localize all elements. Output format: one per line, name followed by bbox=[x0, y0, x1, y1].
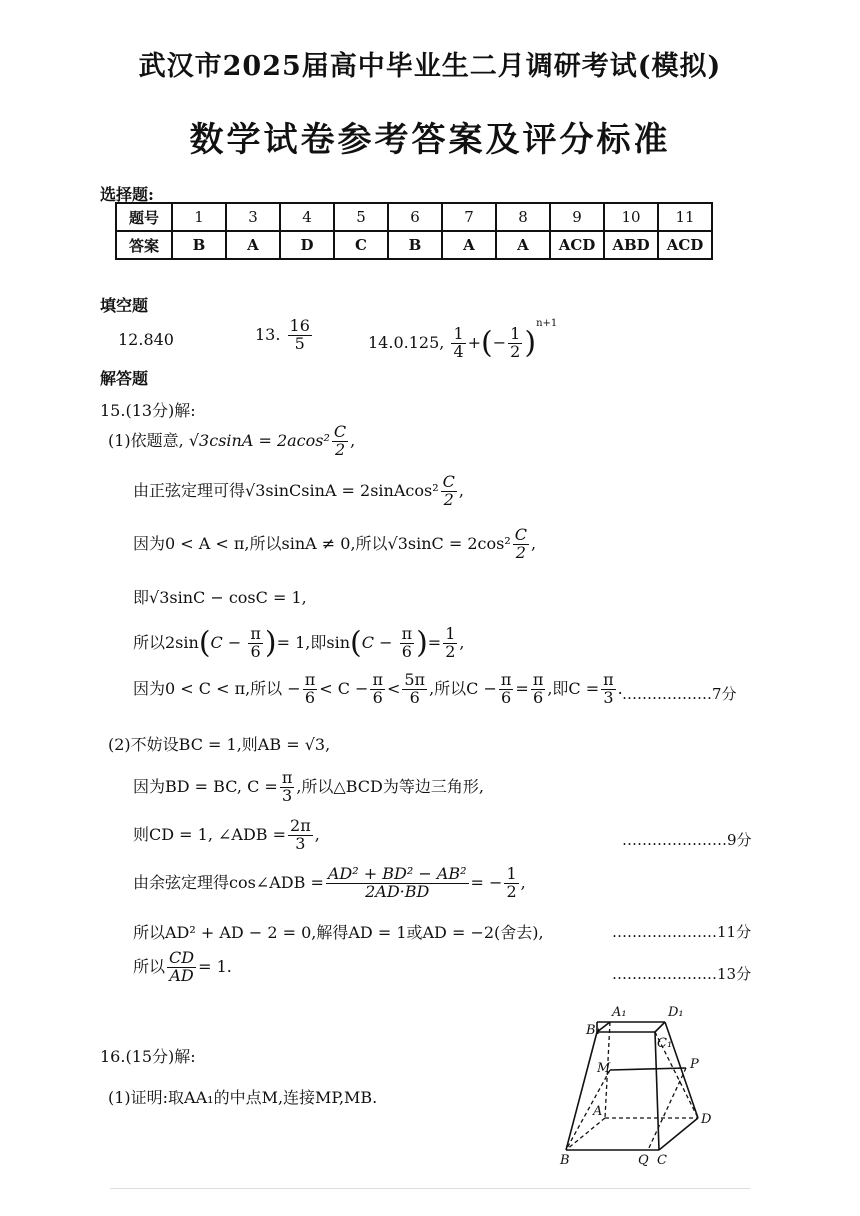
answer-cell: B bbox=[172, 231, 226, 259]
answer-row-label: 答案 bbox=[116, 231, 172, 259]
edge-cd bbox=[659, 1118, 698, 1150]
hidden-segment-mb bbox=[566, 1070, 610, 1150]
fraction: $\frac{C}{2}$ bbox=[514, 525, 528, 562]
fraction bbox=[451, 326, 465, 361]
score-13: …………………13分 bbox=[612, 965, 752, 983]
text: = bbox=[515, 678, 529, 698]
fraction: $\frac{1}{2}$ bbox=[445, 624, 456, 661]
hidden-edge-ab bbox=[566, 1118, 605, 1150]
q15-part2-line1: (2)不妨设BC = 1,则AB = √3, bbox=[108, 735, 331, 754]
answer-cell: A bbox=[226, 231, 280, 259]
fraction: $\frac{\text{AD² + BD² − AB²}}{2AD\cdot BD}$ bbox=[327, 864, 467, 901]
plus-sign: + bbox=[467, 333, 482, 352]
text: < C − bbox=[319, 678, 369, 698]
answer-cell: C bbox=[334, 231, 388, 259]
question-number: 5 bbox=[334, 203, 388, 231]
choice-heading: 选择题: bbox=[100, 185, 154, 204]
question-number: 7 bbox=[442, 203, 496, 231]
hidden-segment-pq bbox=[648, 1068, 686, 1150]
q15-line10: 由余弦定理得cos∠ADB = $\frac{\text{AD² + BD² − AB²}}{2AD\cdot BD}$ = − $\frac{1}{2}$ , bbox=[133, 864, 526, 901]
fill-14-label: 14.0.125, bbox=[368, 333, 445, 352]
page-bottom-divider bbox=[110, 1188, 750, 1189]
text: 由余弦定理得cos∠ADB = bbox=[133, 872, 324, 892]
fill-answer-14: 14.0.125, $\frac{1}{4}$ +(− $\frac{1}{2}$ )$^{n+1}$ bbox=[368, 318, 558, 361]
answer-cell: ACD bbox=[550, 231, 604, 259]
fraction: $\frac{\pi}{6}$ bbox=[500, 670, 512, 707]
segment-mp bbox=[610, 1068, 686, 1070]
q15-line3: 因为0 < A < π,所以sinA ≠ 0,所以√3sinC = 2cos² $\frac{C}{2}$ , bbox=[133, 525, 537, 562]
fill-13-label: 13. bbox=[255, 324, 281, 344]
question-number: 9 bbox=[550, 203, 604, 231]
denominator: 5 bbox=[294, 333, 305, 353]
numerator: 1 bbox=[510, 324, 521, 344]
q15-line2: 由正弦定理可得√3sinCsinA = 2sinAcos² $\frac{C}{2}$ , bbox=[133, 472, 464, 509]
fraction: $\frac{\pi}{6}$ bbox=[532, 670, 544, 707]
vertex-label-a1: A₁ bbox=[612, 1005, 627, 1020]
answer-cell: D bbox=[280, 231, 334, 259]
q15-line8 bbox=[133, 770, 484, 805]
fraction: $\frac{2\pi}{3}$ bbox=[290, 816, 311, 853]
frustum-figure bbox=[548, 1000, 728, 1172]
answer-cell: B bbox=[388, 231, 442, 259]
text: 由正弦定理可得√3sinCsinA = 2sinAcos² bbox=[133, 480, 439, 500]
fill-answer-12: 12.840 bbox=[118, 330, 174, 349]
question-number: 3 bbox=[226, 203, 280, 231]
answer-cell: ACD bbox=[658, 231, 712, 259]
page-subtitle: 数学试卷参考答案及评分标准 bbox=[189, 120, 671, 160]
exponent: n+1 bbox=[536, 318, 558, 329]
question-number: 11 bbox=[658, 203, 712, 231]
fraction: $\frac{\pi}{3}$ bbox=[281, 768, 293, 805]
page-title: 武汉市2025届高中毕业生二月调研考试(模拟) bbox=[138, 51, 722, 82]
solve-heading: 解答题 bbox=[100, 369, 149, 388]
q15-part1-line1: (1)依题意, √3csinA = 2acos² $\frac{C}{2}$ , bbox=[108, 422, 356, 459]
fraction: $\frac{CD}{AD}$ bbox=[169, 948, 195, 985]
fraction: $\frac{\pi}{3}$ bbox=[603, 670, 614, 707]
q15-line12 bbox=[133, 950, 232, 985]
formula: √3csinA = 2acos² bbox=[188, 430, 330, 450]
paren-open: ( bbox=[481, 325, 493, 361]
fraction bbox=[508, 326, 522, 361]
text: 所以2sin bbox=[133, 632, 199, 652]
fraction: $\frac{C}{2}$ bbox=[442, 472, 455, 509]
vertex-label-b: B bbox=[560, 1153, 570, 1168]
answer-table-answer-row bbox=[116, 231, 712, 259]
numerator: 16 bbox=[289, 316, 310, 335]
number-row-label: 题号 bbox=[116, 203, 172, 231]
denominator: 4 bbox=[453, 342, 464, 361]
fill-heading: 填空题 bbox=[100, 296, 149, 315]
vertex-label-b1: B₁ bbox=[586, 1023, 601, 1038]
q15-line9: 则CD = 1, ∠ADB = $\frac{2\pi}{3}$ , bbox=[133, 816, 320, 853]
score-7: ………………7分 bbox=[622, 685, 737, 703]
answer-cell: ABD bbox=[604, 231, 658, 259]
score-9: …………………9分 bbox=[622, 831, 752, 849]
q15-line11: 所以AD² + AD − 2 = 0,解得AD = 1或AD = −2(舍去), bbox=[133, 923, 544, 942]
answer-cell: A bbox=[496, 231, 550, 259]
fraction: $\frac{5\pi}{6}$ bbox=[404, 670, 426, 707]
answer-cell: A bbox=[442, 231, 496, 259]
text: = bbox=[427, 632, 442, 652]
numerator: 1 bbox=[453, 324, 464, 344]
question-number: 1 bbox=[172, 203, 226, 231]
vertex-label-a: A bbox=[593, 1104, 603, 1119]
denominator: 2 bbox=[510, 342, 521, 361]
fraction: $\frac{C}{2}$ bbox=[333, 422, 347, 459]
fraction: $\frac{1}{2}$ bbox=[506, 864, 517, 901]
vertex-label-c1: C₁ bbox=[657, 1036, 673, 1051]
fraction: $\frac{\pi}{6}$ bbox=[304, 670, 316, 707]
text: 因为0 < C < π,所以 − bbox=[133, 678, 301, 698]
answer-table bbox=[115, 202, 713, 260]
vertex-label-q: Q bbox=[638, 1153, 649, 1168]
text: 则CD = 1, ∠ADB = bbox=[133, 824, 287, 844]
q16-part1-line1: (1)证明:取AA₁的中点M,连接MP,MB. bbox=[108, 1088, 378, 1107]
q15-heading: 15.(13分)解: bbox=[100, 401, 196, 420]
score-11: …………………11分 bbox=[612, 923, 752, 941]
q15-line5: 所以2sin(C − $\frac{\pi}{6}$ )= 1,即sin(C − $\frac{\pi}{6}$ )= $\frac{1}{2}$ , bbox=[133, 624, 465, 661]
text: = 1,即sin bbox=[276, 632, 351, 652]
vertex-label-m: M bbox=[597, 1061, 611, 1076]
text: = − bbox=[470, 872, 503, 892]
fill-answer-13 bbox=[255, 318, 314, 353]
answer-table-number-row bbox=[116, 203, 712, 231]
question-number: 6 bbox=[388, 203, 442, 231]
fraction: $\frac{\pi}{6}$ bbox=[250, 624, 261, 661]
question-number: 8 bbox=[496, 203, 550, 231]
q15-line4: 即√3sinC − cosC = 1, bbox=[133, 588, 307, 607]
q16-heading: 16.(15分)解: bbox=[100, 1047, 196, 1066]
fraction: $\frac{\pi}{6}$ bbox=[372, 670, 383, 707]
paren-close: ) bbox=[524, 325, 537, 361]
vertex-label-d: D bbox=[701, 1112, 712, 1127]
text: < bbox=[386, 678, 401, 698]
text: ,所以C − bbox=[429, 678, 497, 698]
fraction: $\frac{\pi}{6}$ bbox=[401, 624, 413, 661]
edge-d1c1 bbox=[655, 1022, 665, 1032]
fraction bbox=[288, 318, 312, 353]
vertex-label-p: P bbox=[690, 1057, 699, 1072]
text: 所以 bbox=[133, 956, 166, 976]
text: 因为BD = BC, C = bbox=[133, 776, 278, 796]
part-label: (1)依题意, bbox=[108, 430, 184, 450]
question-number: 4 bbox=[280, 203, 334, 231]
text: ,所以△BCD为等边三角形, bbox=[296, 776, 484, 796]
edge-b1b bbox=[566, 1032, 597, 1150]
text: = 1. bbox=[198, 956, 232, 976]
vertex-label-c: C bbox=[657, 1153, 667, 1168]
text: 因为0 < A < π,所以sinA ≠ 0,所以√3sinC = 2cos² bbox=[133, 533, 511, 553]
question-number: 10 bbox=[604, 203, 658, 231]
q15-line6: 因为0 < C < π,所以 − $\frac{\pi}{6}$ < C − $\frac{\pi}{6}$ < $\frac{5\pi}{6}$ ,所以C − $\frac{\pi}{6}$ = $\frac{\pi}{6}$ ,即C = $\frac{\pi}{3}$ . bbox=[133, 670, 623, 707]
vertex-label-d1: D₁ bbox=[668, 1005, 684, 1020]
text: ,即C = bbox=[547, 678, 600, 698]
